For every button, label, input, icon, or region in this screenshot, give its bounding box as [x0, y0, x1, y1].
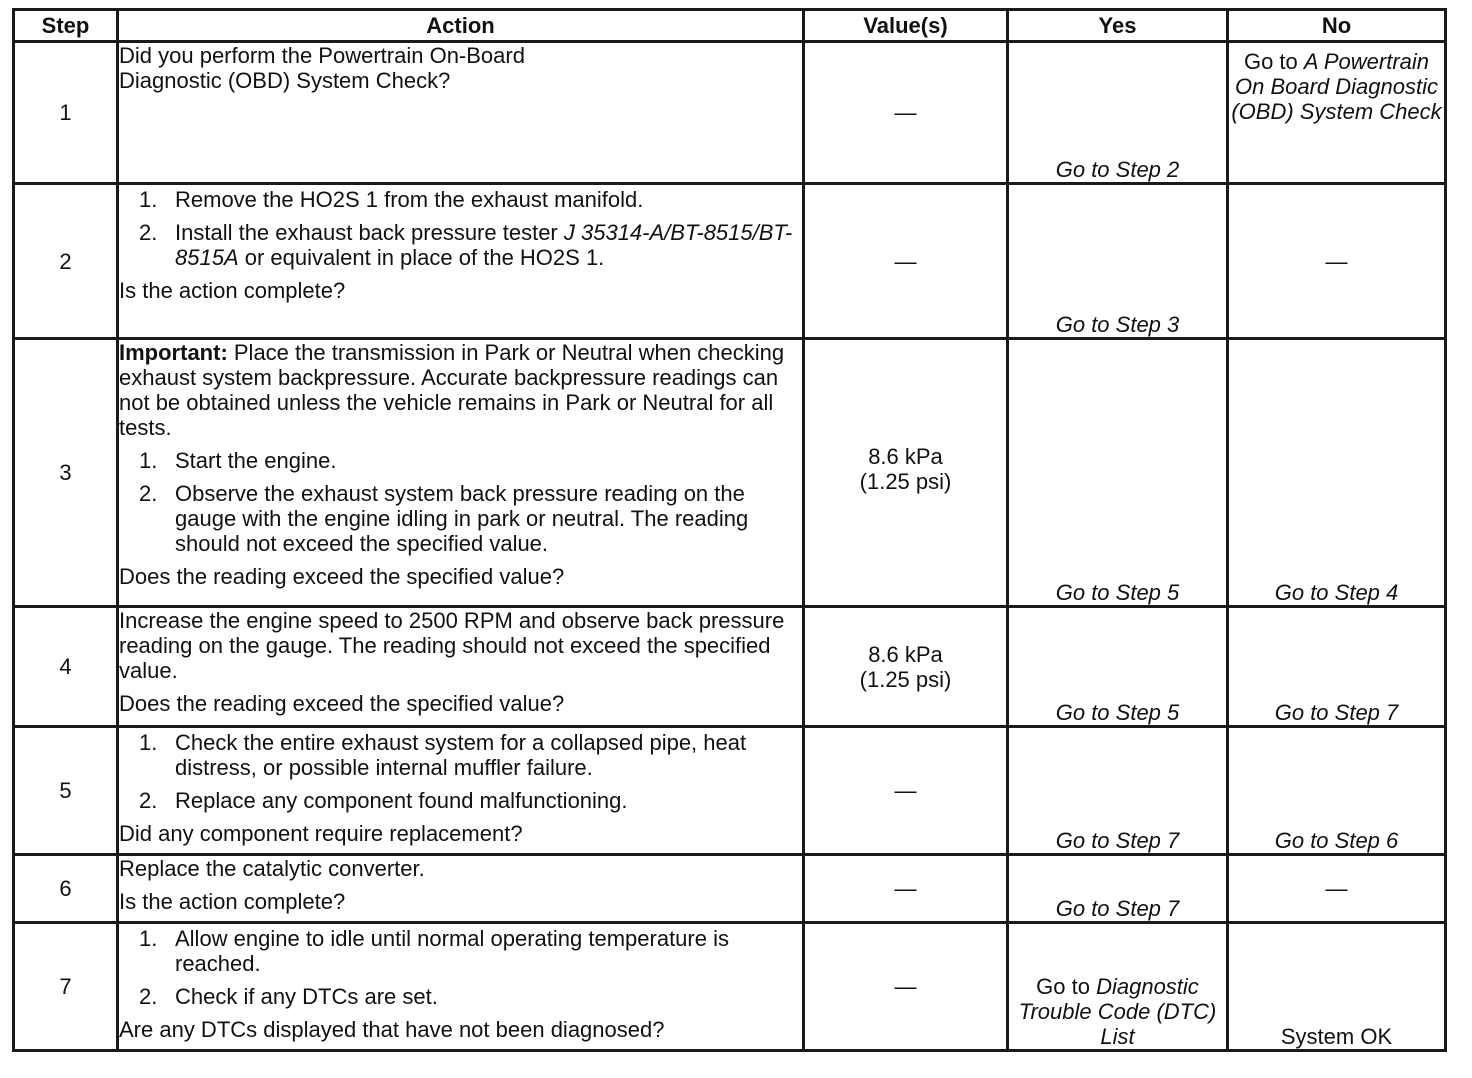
no-cell: [1228, 855, 1446, 923]
list-item: [119, 788, 802, 813]
list-item: [119, 448, 802, 473]
value-kpa: 8.6 kPa: [868, 641, 943, 667]
action-cell: [118, 42, 804, 184]
action-cell: [118, 923, 804, 1051]
item-text: Install the exhaust back pressure tester: [175, 220, 564, 245]
question-text: Is the action complete?: [119, 889, 346, 914]
question-text: Is the action complete?: [119, 278, 346, 303]
value-cell: [804, 339, 1008, 607]
item-text-cont: or equivalent in place of the HO2S 1.: [238, 245, 605, 270]
value-dash: —: [894, 876, 917, 901]
no-prefix: Go to: [1243, 49, 1304, 74]
item-number: 1.: [139, 926, 158, 951]
yes-link[interactable]: Go to Step 3: [1055, 312, 1180, 337]
header-action: Action: [118, 10, 804, 42]
value-psi: (1.25 psi): [859, 666, 952, 692]
yes-link[interactable]: Diagnostic Trouble Code (DTC) List: [1018, 974, 1217, 1049]
item-number: 2.: [139, 984, 158, 1009]
yes-cell: [1008, 339, 1228, 607]
tool-number: J 35314-A/BT-8515/BT-8515A: [175, 220, 793, 270]
table-row-step-5: [14, 727, 1446, 855]
action-cell: [118, 855, 804, 923]
table-row-step-3: [14, 339, 1446, 607]
step-number: 2: [14, 184, 118, 339]
action-cell: [118, 184, 804, 339]
header-values: Value(s): [804, 10, 1008, 42]
yes-link[interactable]: Go to Step 5: [1055, 700, 1180, 725]
yes-cell: [1008, 607, 1228, 727]
important-label: Important:: [119, 340, 228, 365]
table-row-step-1: [14, 42, 1446, 184]
no-dash: —: [1325, 876, 1348, 901]
step-number: 4: [14, 607, 118, 727]
no-cell: [1228, 184, 1446, 339]
no-link[interactable]: Go to Step 4: [1274, 580, 1399, 605]
diagnostic-table: [12, 8, 1447, 1052]
list-item: [119, 730, 802, 780]
important-note: [119, 340, 802, 440]
value-dash: —: [894, 248, 917, 274]
table-row-step-2: [14, 184, 1446, 339]
value-cell: [804, 923, 1008, 1051]
no-link[interactable]: A Powertrain On Board Diagnostic (OBD) System Check: [1231, 49, 1442, 124]
yes-link[interactable]: Go to Step 2: [1055, 157, 1180, 182]
step-number: 6: [14, 855, 118, 923]
item-text: Observe the exhaust system back pressure reading on the gauge with the engine idling in park or neutral. The reading should not exceed the specified value.: [175, 481, 749, 556]
value-dash: —: [894, 100, 917, 125]
yes-cell: [1008, 923, 1228, 1051]
value-dash: —: [894, 778, 917, 803]
action-list: [119, 730, 802, 813]
yes-prefix: Go to: [1036, 974, 1097, 999]
item-number: 1.: [139, 730, 158, 755]
question-text: Does the reading exceed the specified value?: [119, 564, 565, 589]
action-text: Increase the engine speed to 2500 RPM and observe back pressure reading on the gauge. The reading should not exceed the specified value.: [119, 608, 785, 683]
value-cell: [804, 855, 1008, 923]
action-cell: [118, 727, 804, 855]
item-number: 2.: [139, 788, 158, 813]
action-text: Did you perform the Powertrain On-Board Diagnostic (OBD) System Check?: [119, 43, 525, 93]
list-item: [119, 926, 802, 976]
step-number: 3: [14, 339, 118, 607]
diagnostic-sheet: [12, 8, 1444, 1052]
table-row-step-4: [14, 607, 1446, 727]
action-cell: [118, 339, 804, 607]
no-cell: [1228, 339, 1446, 607]
step-number: 5: [14, 727, 118, 855]
header-row: [14, 10, 1446, 42]
no-link[interactable]: Go to Step 7: [1274, 700, 1399, 725]
table-row-step-7: [14, 923, 1446, 1051]
table-row-step-6: [14, 855, 1446, 923]
question-text: Are any DTCs displayed that have not been diagnosed?: [119, 1017, 665, 1042]
action-list: [119, 187, 802, 270]
no-cell: [1228, 42, 1446, 184]
value-psi: (1.25 psi): [859, 469, 952, 494]
item-text: Remove the HO2S 1 from the exhaust manifold.: [175, 187, 644, 212]
header-yes: Yes: [1008, 10, 1228, 42]
important-text: Place the transmission in Park or Neutral when checking exhaust system backpressure. Accurate backpressure readings can not be obtained unless the vehicle remains in Park or Neutral for all tests.: [119, 340, 785, 440]
no-cell: [1228, 727, 1446, 855]
step-number: 1: [14, 42, 118, 184]
system-ok-text: System OK: [1280, 1024, 1393, 1049]
value-cell: [804, 727, 1008, 855]
header-step: Step: [14, 10, 118, 42]
header-no: No: [1228, 10, 1446, 42]
yes-link[interactable]: Go to Step 7: [1055, 828, 1180, 853]
list-item: [119, 481, 802, 556]
item-number: 1.: [139, 187, 158, 212]
yes-cell: [1008, 184, 1228, 339]
item-text: Allow engine to idle until normal operating temperature is reached.: [175, 926, 729, 976]
item-number: 1.: [139, 448, 158, 473]
yes-cell: [1008, 727, 1228, 855]
list-item: [119, 984, 802, 1009]
list-item: [119, 187, 802, 212]
yes-cell: [1008, 855, 1228, 923]
action-text: Replace the catalytic converter.: [119, 856, 425, 881]
no-dash: —: [1325, 248, 1348, 274]
list-item: [119, 220, 802, 270]
no-cell: [1228, 923, 1446, 1051]
action-list: [119, 448, 802, 556]
value-cell: [804, 607, 1008, 727]
question-text: Did any component require replacement?: [119, 821, 523, 846]
value-cell: [804, 42, 1008, 184]
item-text: Start the engine.: [175, 448, 337, 473]
yes-link[interactable]: Go to Step 7: [1055, 896, 1180, 921]
action-cell: [118, 607, 804, 727]
yes-link[interactable]: Go to Step 5: [1055, 580, 1180, 605]
no-link[interactable]: Go to Step 6: [1274, 828, 1399, 853]
value-cell: [804, 184, 1008, 339]
item-number: 2.: [139, 220, 158, 245]
item-text: Replace any component found malfunctioning.: [175, 788, 628, 813]
step-number: 7: [14, 923, 118, 1051]
question-text: Does the reading exceed the specified value?: [119, 691, 565, 716]
no-cell: [1228, 607, 1446, 727]
item-text: Check the entire exhaust system for a collapsed pipe, heat distress, or possible internal muffler failure.: [175, 730, 747, 780]
value-dash: —: [894, 974, 917, 999]
action-list: [119, 926, 802, 1009]
item-number: 2.: [139, 481, 158, 506]
yes-cell: [1008, 42, 1228, 184]
value-kpa: 8.6 kPa: [868, 444, 943, 469]
item-text: Check if any DTCs are set.: [175, 984, 438, 1009]
